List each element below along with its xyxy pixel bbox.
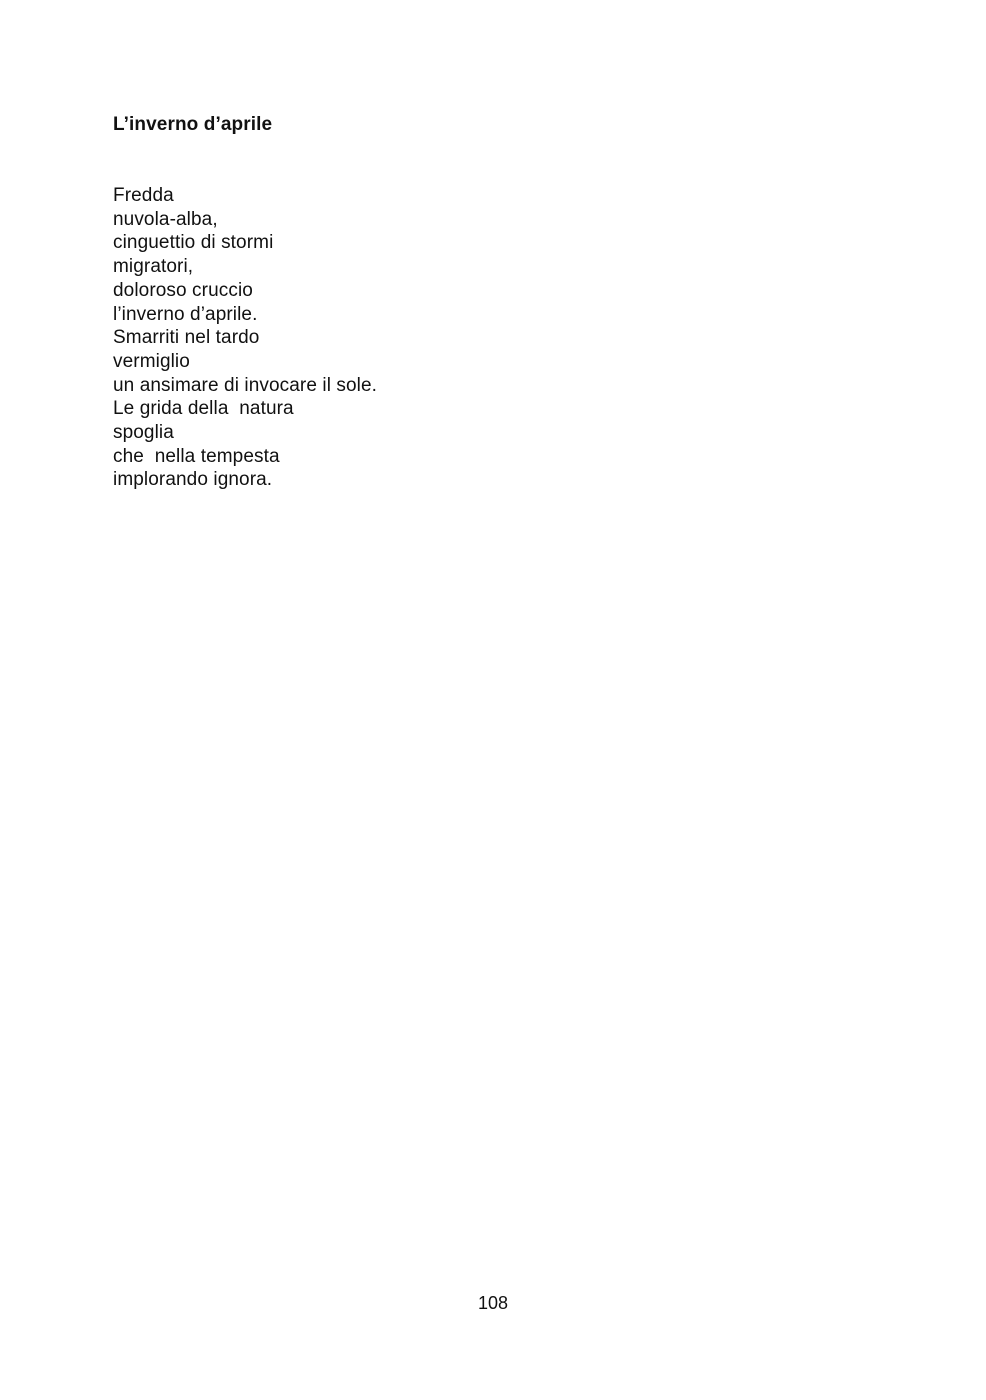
poem-line: l’inverno d’aprile. bbox=[113, 303, 258, 325]
poem-line: un ansimare di invocare il sole. bbox=[113, 374, 378, 396]
poem-line: doloroso cruccio bbox=[113, 279, 253, 301]
poem-line: implorando ignora. bbox=[113, 469, 273, 491]
page-number: 108 bbox=[477, 1293, 509, 1313]
poem-line: che nella tempesta bbox=[113, 445, 280, 467]
poem-line: nuvola-alba, bbox=[113, 208, 218, 230]
poem-body bbox=[113, 184, 377, 492]
poem-line: Smarriti nel tardo bbox=[113, 327, 260, 349]
poem-line: Fredda bbox=[113, 185, 174, 206]
poem-line: vermiglio bbox=[113, 350, 190, 372]
poem-line: Le grida della natura bbox=[113, 398, 294, 420]
poem-line: migratori, bbox=[113, 256, 194, 278]
poem-title: L’inverno d’aprile bbox=[113, 114, 273, 135]
poem-line: spoglia bbox=[113, 422, 174, 444]
poem-line: cinguettio di stormi bbox=[113, 232, 274, 254]
